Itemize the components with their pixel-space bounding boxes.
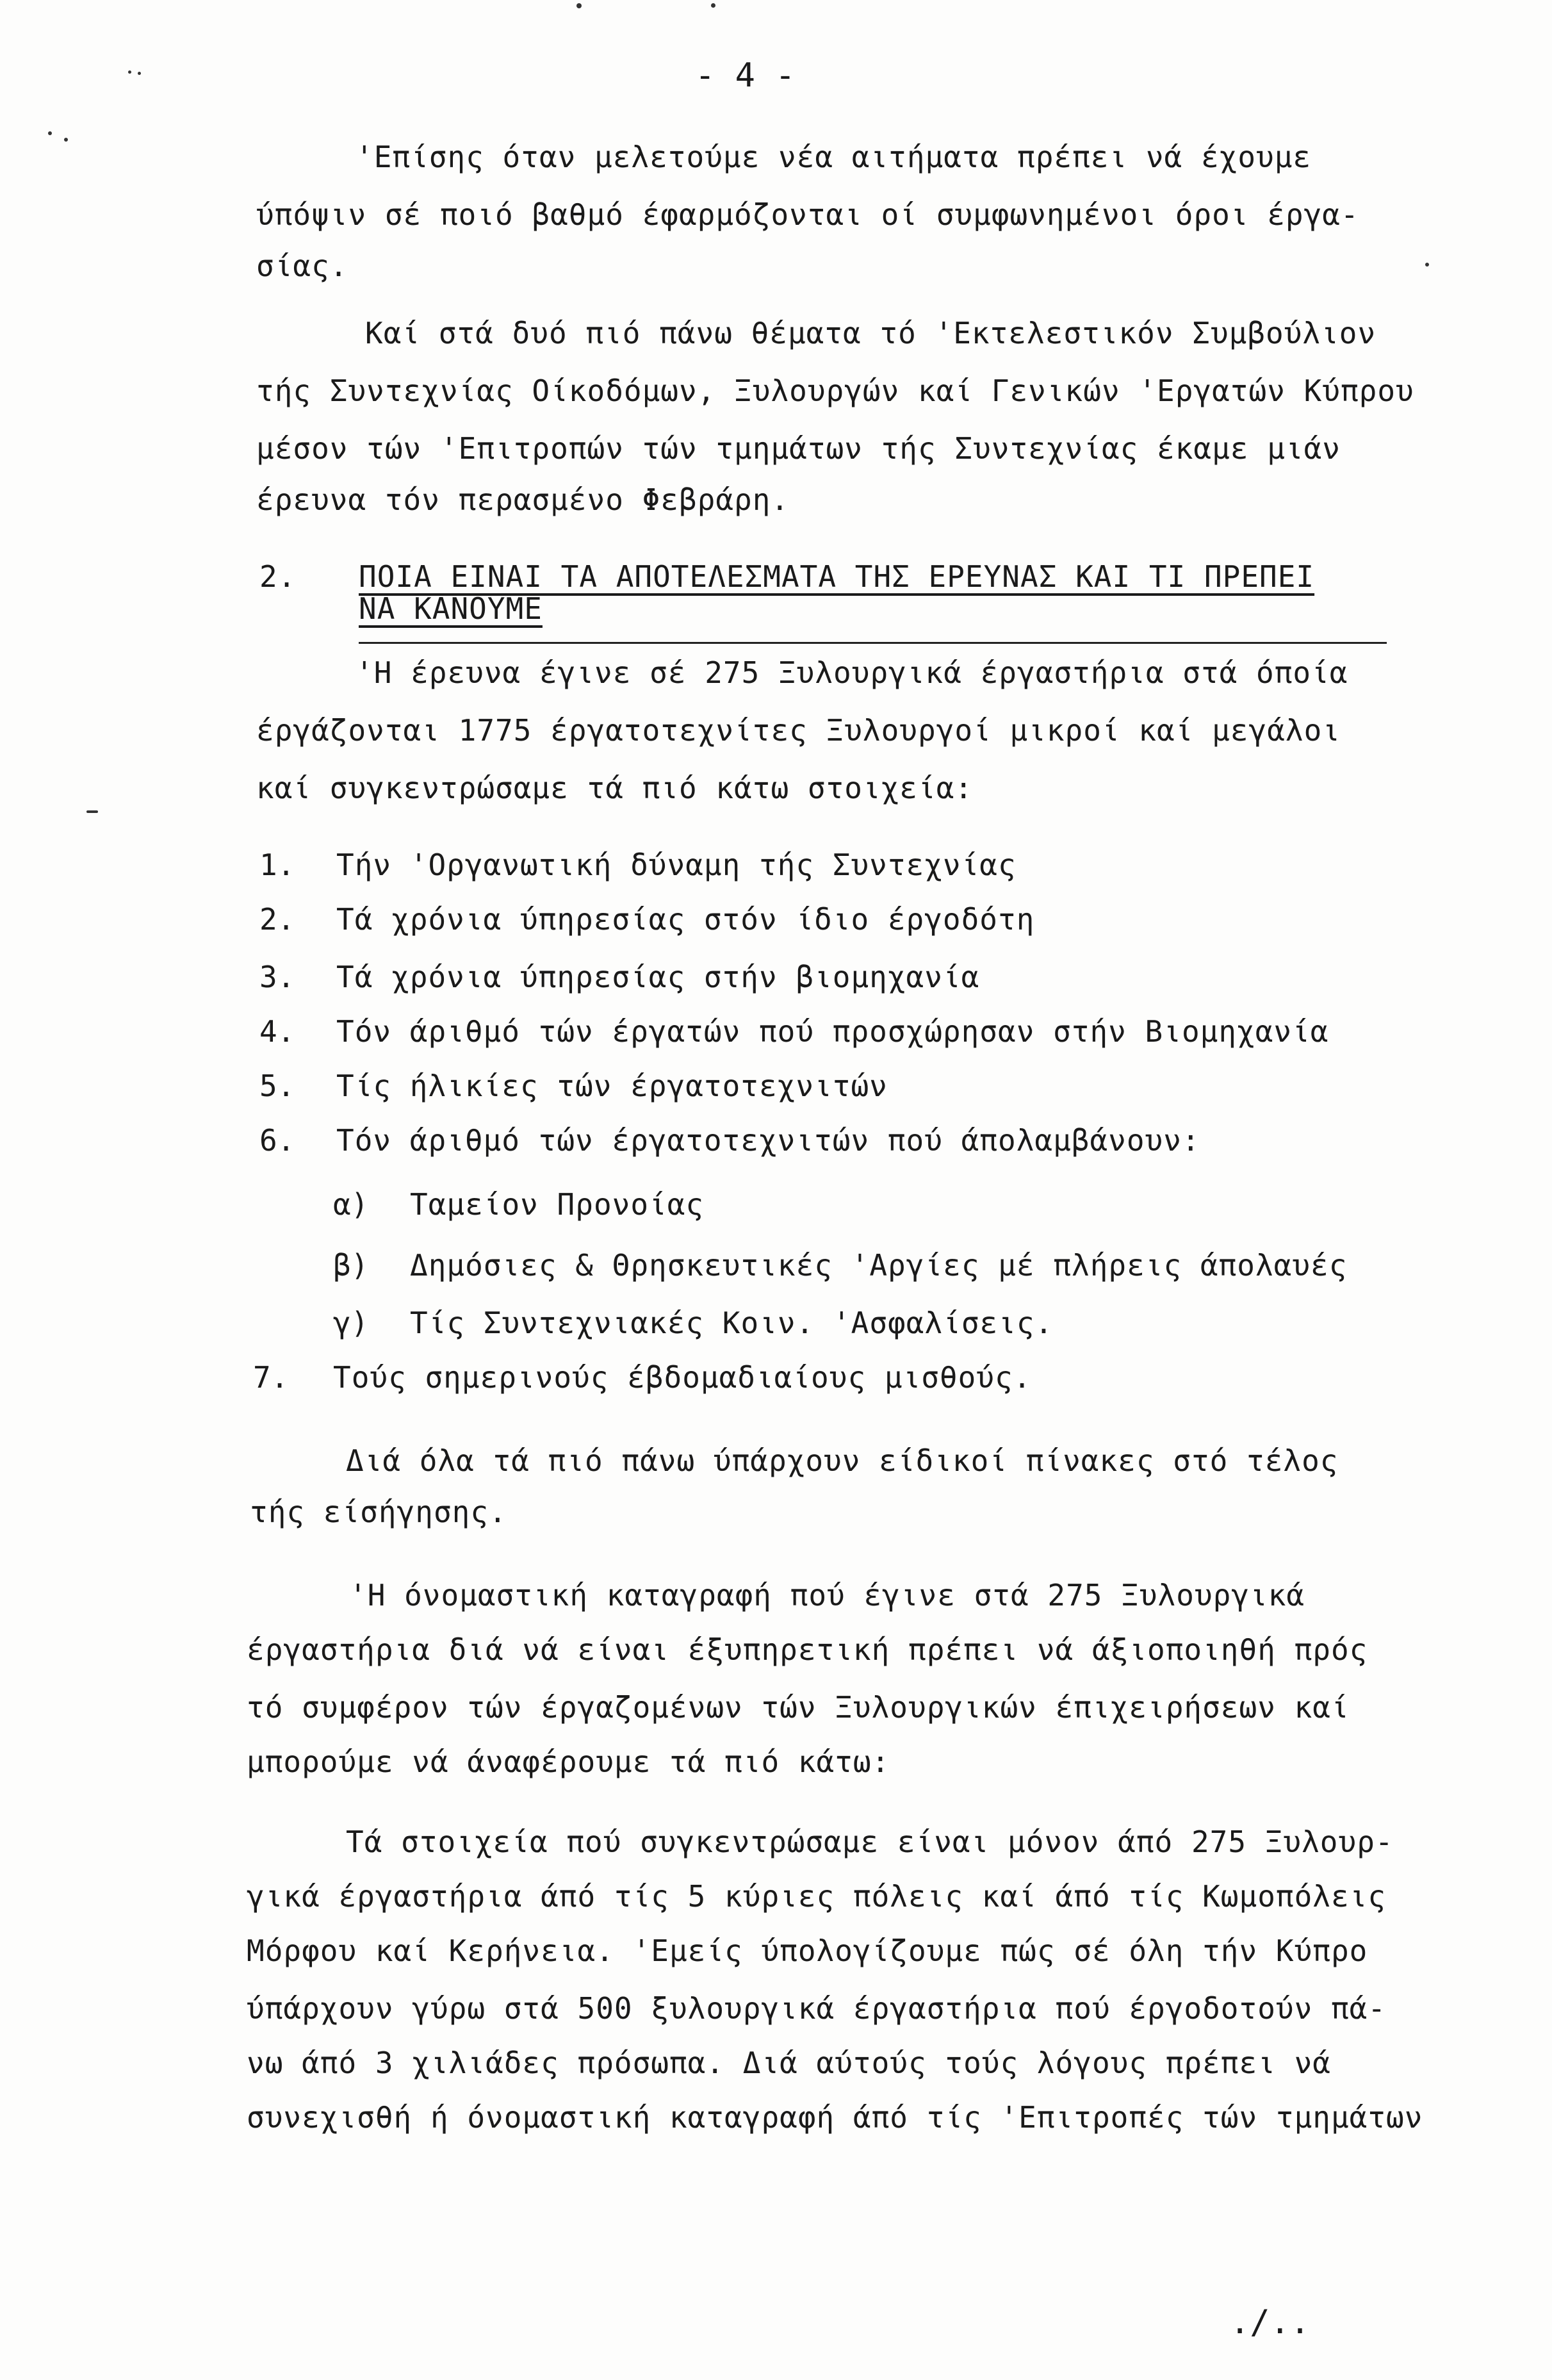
scan-speck [48,131,52,135]
sublist-letter: β) [333,1248,369,1283]
section-heading-cont: ΝΑ ΚΑΝΟΥΜΕ [359,591,543,626]
list-item: Τόν άριθμό τών έργατών πού προσχώρησαν στήν Βιομηχανία [336,1014,1329,1049]
sublist-item: Τίς Συντεχνιακές Κοιν. 'Ασφαλίσεις. [410,1306,1054,1340]
scan-speck [86,810,98,813]
paragraph-line: σίας. [256,249,348,283]
paragraph-line: μέσον τών 'Επιτροπών τών τμημάτων τής Συντεχνίας έκαμε μιάν [256,431,1341,466]
paragraph-line: συνεχισθή ή όνομαστική καταγραφή άπό τίς 'Επιτροπές τών τμημάτων [247,2100,1423,2135]
paragraph-line: 'Η έρευνα έγινε σέ 275 Ξυλουργικά έργαστήρια στά όποία [355,655,1348,690]
paragraph-line: 'Η όνομαστική καταγραφή πού έγινε στά 275 Ξυλουργικά [349,1578,1305,1613]
paragraph-line: Τά στοιχεία πού συγκεντρώσαμε είναι μόνον άπό 275 Ξυλουρ- [346,1825,1394,1859]
paragraph-line: τής είσήγησης. [250,1495,507,1529]
paragraph-line: μπορούμε νά άναφέρουμε τά πιό κάτω: [247,1744,890,1779]
scan-speck [711,3,715,8]
list-item: Τόν άριθμό τών έργατοτεχνιτών πού άπολαμβάνουν: [336,1123,1200,1158]
sublist-item: Δημόσιες & Θρησκευτικές 'Αργίες μέ πλήρεις άπολαυές [410,1248,1348,1283]
paragraph-line: γικά έργαστήρια άπό τίς 5 κύριες πόλεις καί άπό τίς Κωμοπόλεις [247,1879,1387,1914]
page-number: - 4 - [695,56,796,95]
paragraph-line: τής Συντεχνίας Οίκοδόμων, Ξυλουργών καί Γενικών 'Εργατών Κύπρου [256,373,1414,408]
paragraph-line: ύπόψιν σέ ποιό βαθμό έφαρμόζονται οί συμφωνημένοι όροι έργα- [256,197,1359,232]
continuation-mark: ./.. [1230,2303,1311,2342]
section-number: 2. [259,559,297,594]
scan-speck [128,70,131,74]
paragraph-line: ύπάρχουν γύρω στά 500 ξυλουργικά έργαστήρια πού έργοδοτούν πά- [247,1991,1387,2026]
paragraph-line: Μόρφου καί Κερήνεια. 'Εμείς ύπολογίζουμε πώς σέ όλη τήν Κύπρο [247,1933,1368,1968]
paragraph-line: έργαστήρια διά νά είναι έξυπηρετική πρέπει νά άξιοποιηθή πρός [247,1632,1368,1667]
list-item: Τά χρόνια ύπηρεσίας στόν ίδιο έργοδότη [336,902,1035,937]
scan-speck [64,138,68,142]
scan-speck [576,3,582,8]
sublist-letter: γ) [333,1306,369,1340]
list-number: 1. [259,848,295,882]
list-item: Τήν 'Οργανωτική δύναμη τής Συντεχνίας [336,848,1017,882]
list-item: Τούς σημερινούς έβδομαδιαίους μισθούς. [333,1360,1032,1395]
list-number: 5. [259,1069,295,1103]
paragraph-line: τό συμφέρον τών έργαζομένων τών Ξυλουργικών έπιχειρήσεων καί [247,1690,1350,1725]
list-item: Τίς ήλικίες τών έργατοτεχνιτών [336,1069,888,1103]
list-number: 4. [259,1014,295,1049]
paragraph-line: Διά όλα τά πιό πάνω ύπάρχουν είδικοί πίνακες στό τέλος [346,1443,1339,1478]
section-heading: ΠΟΙΑ ΕΙΝΑΙ ΤΑ ΑΠΟΤΕΛΕΣΜΑΤΑ ΤΗΣ ΕΡΕΥΝΑΣ ΚΑΙ ΤΙ ΠΡΕΠΕΙ [359,559,1315,594]
sublist-item: Ταμείον Προνοίας [410,1187,705,1222]
paragraph-line: έργάζονται 1775 έργατοτεχνίτες Ξυλουργοί μικροί καί μεγάλοι [256,713,1341,748]
list-number: 6. [259,1123,295,1158]
list-number: 7. [253,1360,289,1395]
list-number: 3. [259,960,295,994]
paragraph-line: νω άπό 3 χιλιάδες πρόσωπα. Διά αύτούς τούς λόγους πρέπει νά [247,2046,1331,2080]
paragraph-line: έρευνα τόν περασμένο Φεβράρη. [256,482,790,517]
heading-rule [359,642,1387,644]
sublist-letter: α) [333,1187,369,1222]
scan-speck [1425,263,1429,267]
paragraph-line: καί συγκεντρώσαμε τά πιό κάτω στοιχεία: [256,771,974,805]
scan-speck [138,72,141,75]
list-number: 2. [259,902,295,937]
list-item: Τά χρόνια ύπηρεσίας στήν βιομηχανία [336,960,980,994]
paragraph-line: 'Επίσης όταν μελετούμε νέα αιτήματα πρέπει νά έχουμε [355,140,1312,174]
paragraph-line: Καί στά δυό πιό πάνω θέματα τό 'Εκτελεστικόν Συμβούλιον [365,316,1376,350]
